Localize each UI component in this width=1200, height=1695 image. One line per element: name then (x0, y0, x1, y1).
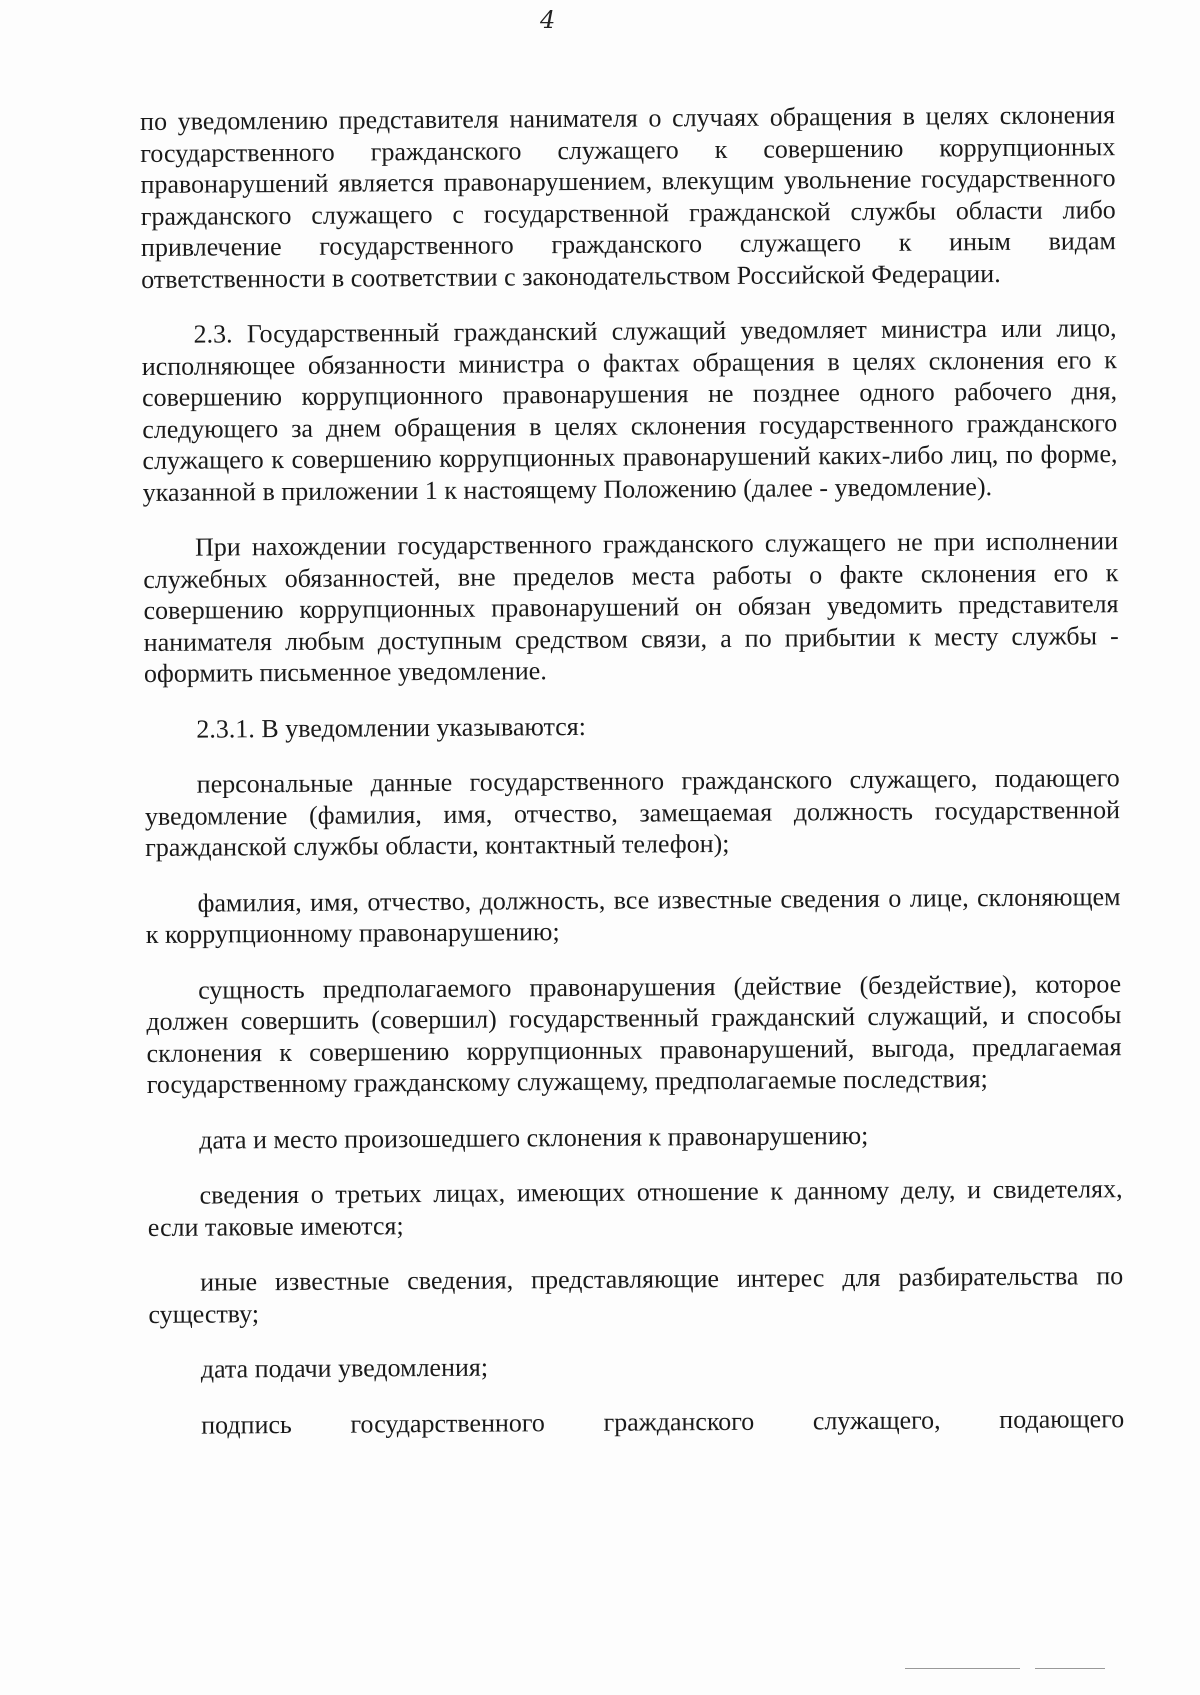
list-item-date-place: дата и место произошедшего склонения к правонарушению; (199, 1120, 869, 1155)
list-item-third-parties: сведения о третьих лицах, имеющих отношение к данному делу, и свидетелях, если таковые имеются; (147, 1174, 1123, 1242)
page-number: 4 (540, 6, 556, 34)
list-item-personal-data: персональные данные государственного гражданского служащего, подающего уведомление (фамилия, имя, отчество, замещаемая должность государственной гражданской службы области, контактный телефон); (144, 763, 1121, 862)
list-item-submission-date: дата подачи уведомления; (200, 1352, 489, 1384)
list-item-inducer-info: фамилия, имя, отчество, должность, все известные сведения о лице, склоняющем к коррупционному правонарушению; (145, 881, 1121, 949)
footer-rule-right (1035, 1668, 1105, 1669)
paragraph-continuation: по уведомлению представителя нанимателя о случаях обращения в целях склонения государственного гражданского служащего к совершению коррупционных правонарушений является правонарушением, влекущим увольнение государственного гражданского служащего с государственной гражданской службы области либо привлечение государственного гражданского служащего к иным видам ответственности в соответствии с законодательством Российской Федерации. (140, 100, 1117, 294)
paragraph-notification-outside-work: При нахождении государственного гражданского служащего не при исполнении служебных обязанностей, вне пределов места работы о факте склонения его к совершению коррупционных правонарушений он обязан уведомить представителя нанимателя любым доступным средством связи, а по прибытии к месту службы - оформить письменное уведомление. (143, 526, 1119, 688)
list-item-signature: подпись государственного гражданского служащего, подающего (201, 1403, 1125, 1440)
document-body (140, 99, 1124, 1465)
footer-rule-left (905, 1668, 1020, 1669)
list-item-other-info: иные известные сведения, представляющие интерес для разбирательства по существу; (148, 1261, 1124, 1329)
paragraph-2-3-1: 2.3.1. В уведомлении указываются: (196, 711, 587, 744)
list-item-offense-essence: сущность предполагаемого правонарушения (действие (бездействие), которое должен совершить (совершил) государственный гражданский служащий, и способы склонения к совершению коррупционных правонарушений, выгода, предлагаемая государственному гражданскому служащему, предполагаемые последствия; (146, 968, 1122, 1099)
paragraph-2-3: 2.3. Государственный гражданский служащий уведомляет министра или лицо, исполняющее обязанности министра о фактах обращения в целях склонения его к совершению коррупционного правонарушения не позднее одного рабочего дня, следующего за днем обращения в целях склонения государственного гражданского служащего к совершению коррупционных правонарушений каких-либо лиц, по форме, указанной в приложении 1 к настоящему Положению (далее - уведомление). (141, 313, 1118, 507)
